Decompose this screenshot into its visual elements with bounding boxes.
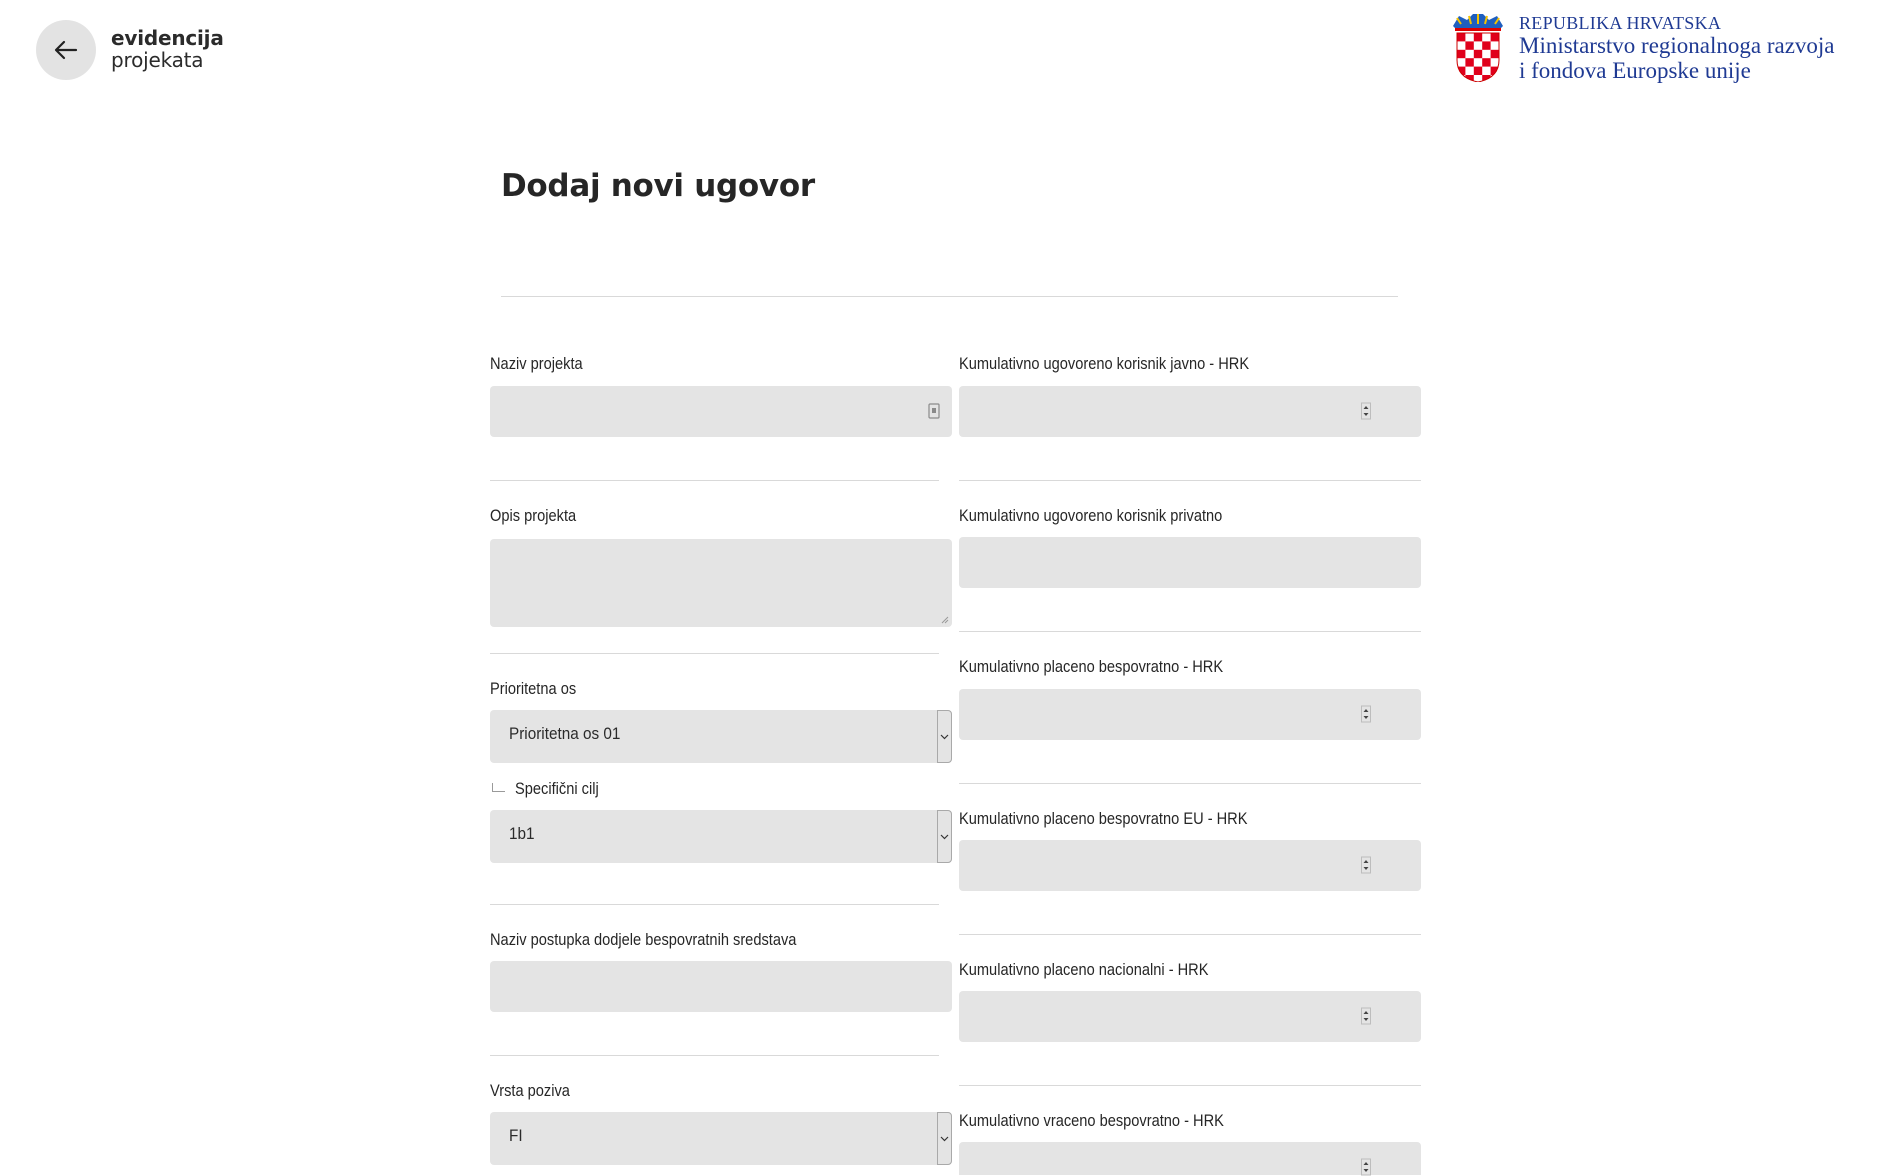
app-logo[interactable]	[111, 27, 224, 71]
prioritetna-os-select[interactable]	[490, 710, 952, 763]
specificni-cilj-value: 1b1	[509, 824, 535, 843]
subfield-indent-icon	[492, 783, 505, 792]
separator	[959, 631, 1421, 632]
kum-plac-bespovratno-eu-input[interactable]	[959, 840, 1421, 891]
prioritetna-os-label: Prioritetna os	[490, 679, 577, 698]
kum-vraceno-bespovratno-label: Kumulativno vraceno bespovratno - HRK	[959, 1111, 1224, 1130]
chevron-down-icon[interactable]	[937, 1112, 952, 1165]
kum-plac-nacionalni-input[interactable]	[959, 991, 1421, 1042]
kum-ugov-privatno-label: Kumulativno ugovoreno korisnik privatno	[959, 506, 1223, 525]
kum-vraceno-bespovratno-input[interactable]	[959, 1142, 1421, 1175]
separator	[490, 904, 939, 905]
page-title: Dodaj novi ugovor	[501, 168, 815, 204]
naziv-postupka-input[interactable]	[490, 961, 952, 1012]
vrsta-poziva-value: FI	[509, 1126, 523, 1145]
chevron-down-icon[interactable]	[937, 710, 952, 763]
kum-ugov-javno-label: Kumulativno ugovoreno korisnik javno - HRK	[959, 354, 1250, 373]
kum-plac-nacionalni-label: Kumulativno placeno nacionalni - HRK	[959, 960, 1209, 979]
number-spinner-icon[interactable]	[1361, 705, 1371, 723]
back-button[interactable]	[36, 20, 96, 80]
kum-ugov-javno-input[interactable]	[959, 386, 1421, 437]
separator	[959, 480, 1421, 481]
separator	[490, 1055, 939, 1056]
resize-grip-icon[interactable]	[940, 615, 949, 624]
chevron-down-icon[interactable]	[937, 810, 952, 863]
separator	[959, 934, 1421, 935]
opis-projekta-textarea[interactable]	[490, 539, 952, 627]
specificni-cilj-label: Specifični cilj	[515, 779, 599, 798]
prioritetna-os-value: Prioritetna os 01	[509, 724, 621, 743]
kum-plac-bespovratno-label: Kumulativno placeno bespovratno - HRK	[959, 657, 1224, 676]
vrsta-poziva-select[interactable]	[490, 1112, 952, 1165]
gov-line1: REPUBLIKA HRVATSKA	[1519, 13, 1722, 33]
opis-projekta-label: Opis projekta	[490, 506, 577, 525]
specificni-cilj-select[interactable]	[490, 810, 952, 863]
gov-line3: i fondova Europske unije	[1519, 58, 1751, 83]
number-spinner-icon[interactable]	[1361, 1158, 1371, 1176]
separator	[959, 783, 1421, 784]
brand-line1: evidencija	[111, 26, 224, 50]
separator	[959, 1085, 1421, 1086]
vrsta-poziva-label: Vrsta poziva	[490, 1081, 570, 1100]
gov-line2: Ministarstvo regionalnoga razvoja	[1519, 33, 1835, 58]
naziv-projekta-input[interactable]	[490, 386, 952, 437]
number-spinner-icon[interactable]	[1361, 1007, 1371, 1025]
kum-plac-bespovratno-eu-label: Kumulativno placeno bespovratno EU - HRK	[959, 809, 1248, 828]
brand-line2: projekata	[111, 48, 204, 72]
separator	[490, 653, 939, 654]
contract-form	[490, 0, 1430, 1175]
croatian-coat-of-arms-icon	[1451, 12, 1505, 82]
kum-ugov-privatno-input[interactable]	[959, 537, 1421, 588]
number-spinner-icon[interactable]	[1361, 402, 1371, 420]
arrow-left-icon	[54, 40, 78, 60]
separator	[490, 480, 939, 481]
naziv-projekta-label: Naziv projekta	[490, 354, 583, 373]
naziv-postupka-label: Naziv postupka dodjele bespovratnih sredstava	[490, 930, 797, 949]
ministry-logo	[1451, 12, 1835, 83]
kum-plac-bespovratno-input[interactable]	[959, 689, 1421, 740]
number-spinner-icon[interactable]	[1361, 856, 1371, 874]
autofill-key-icon[interactable]	[928, 403, 940, 419]
